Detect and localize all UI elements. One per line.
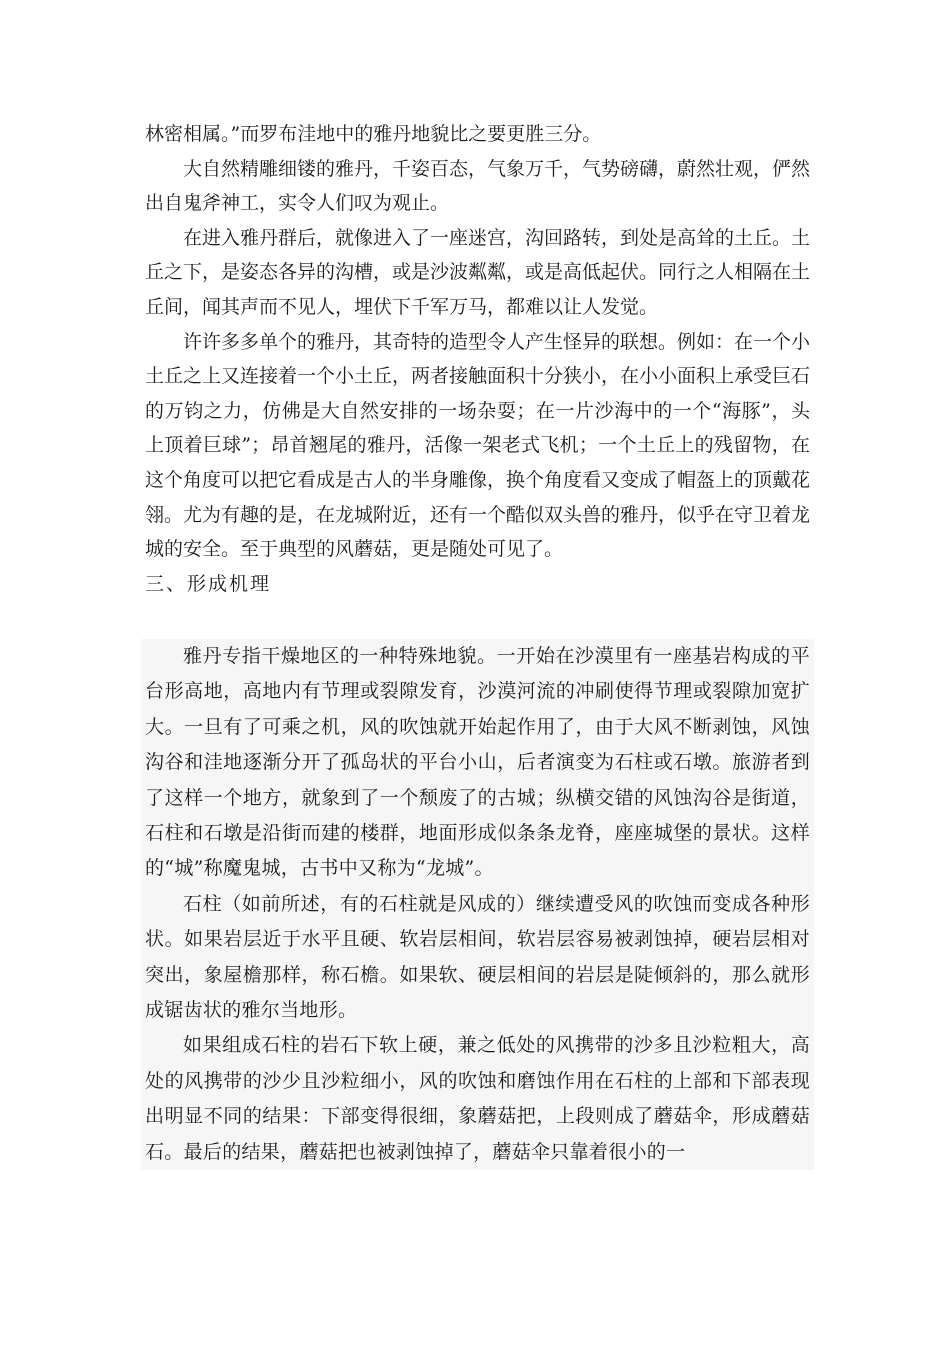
paragraph-stone-pillars: 石柱（如前所述，有的石柱就是风成的）继续遭受风的吹蚀而变成各种形状。如果岩层近于水平且硬、软岩层相间，软岩层容易被剥蚀掉，硬岩层相对突出，象屋檐那样，称石檐。如果软、硬层相间的岩层是陡倾斜的，那么就形成锯齿状的雅尔当地形。 xyxy=(145,892,810,1022)
paragraph-yardang-intro: 大自然精雕细镂的雅丹，千姿百态，气象万千，气势磅礴，蔚然壮观，俨然出自鬼斧神工，实令人们叹为观止。 xyxy=(145,157,811,215)
paragraph-formation: 雅丹专指干燥地区的一种特殊地貌。一开始在沙漠里有一座基岩构成的平台形高地，高地内有节理或裂隙发育，沙漠河流的冲刷使得节理或裂隙加宽扩大。一旦有了可乘之机，风的吹蚀就开始起作用了，由于大风不断剥蚀，风蚀沟谷和洼地逐渐分开了孤岛状的平台小山，后者演变为石柱或石墩。旅游者到了这样一个地方，就象到了一个颓废了的古城；纵横交错的风蚀沟谷是街道，石柱和石墩是沿街而建的楼群，地面形成似条条龙脊，座座城堡的景状。这样的“城”称魔鬼城，古书中又称为“龙城”。 xyxy=(145,645,810,880)
section-heading: 三、形成机理 xyxy=(145,572,272,595)
shaded-text-section xyxy=(141,639,814,1170)
paragraph-continuation: 林密相属。”而罗布洼地中的雅丹地貌比之要更胜三分。 xyxy=(145,123,602,145)
paragraph-mushroom-rock: 如果组成石柱的岩石下软上硬，兼之低处的风携带的沙多且沙粒粗大，高处的风携带的沙少且沙粒细小，风的吹蚀和磨蚀作用在石柱的上部和下部表现出明显不同的结果：下部变得很细，象蘑菇把，上段则成了蘑菇伞，形成蘑菇石。最后的结果，蘑菇把也被剥蚀掉了，蘑菇伞只靠着很小的一 xyxy=(145,1034,810,1163)
paragraph-shapes: 许许多多单个的雅丹，其奇特的造型令人产生怪异的联想。例如：在一个小土丘之上又连接着一个小土丘，两者接触面积十分狭小，在小小面积上承受巨石的万钧之力，仿佛是大自然安排的一场杂耍；在一片沙海中的一个“海豚”，头上顶着巨球”；昂首翘尾的雅丹，活像一架老式飞机；一个土丘上的残留物，在这个角度可以把它看成是古人的半身雕像，换个角度看又变成了帽盔上的顶戴花翎。尤为有趣的是，在龙城附近，还有一个酷似双头兽的雅丹，似乎在守卫着龙城的安全。至于典型的风蘑菇，更是随处可见了。 xyxy=(145,330,811,561)
upper-text-section xyxy=(145,117,810,601)
paragraph-maze: 在进入雅丹群后，就像进入了一座迷宫，沟回路转，到处是高耸的土丘。土丘之下，是姿态各异的沟槽，或是沙波粼粼，或是高低起伏。同行之人相隔在土丘间，闻其声而不见人，埋伏下千军万马，都难以让人发觉。 xyxy=(145,226,811,318)
